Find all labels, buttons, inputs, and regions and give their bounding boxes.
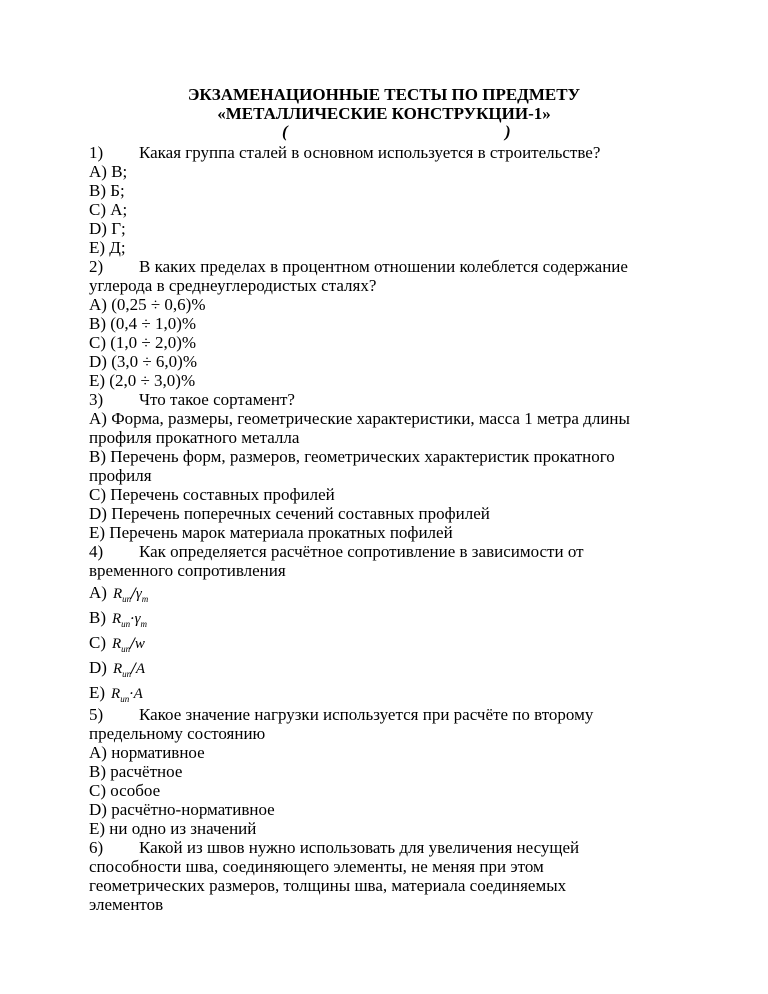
answer-option: B) (0,4 ÷ 1,0)% (89, 314, 197, 333)
answer-option: C) (1,0 ÷ 2,0)% (89, 333, 197, 352)
answer-option: E) ни одно из значений (89, 819, 257, 838)
question-4 (89, 542, 679, 561)
formula (113, 661, 145, 677)
answer-option: C) А; (89, 200, 128, 219)
formula-symbol: R (112, 636, 122, 652)
question-5 (89, 705, 679, 724)
formula-subscript: un (122, 594, 132, 604)
question-text: Какой из швов нужно использовать для увеличения несущей (139, 838, 580, 857)
formula-symbol: A (135, 661, 146, 677)
formula-symbol: R (112, 661, 123, 677)
questions-list (89, 143, 679, 914)
formula-symbol: γ (134, 611, 141, 627)
formula-symbol: R (111, 686, 121, 702)
question-text-continuation: элементов (89, 895, 164, 914)
answer-option: D) Г; (89, 219, 126, 238)
answer-option: A) (0,25 ÷ 0,6)% (89, 295, 206, 314)
title-paren-close: ) (505, 122, 511, 141)
answer-option: D) (3,0 ÷ 6,0)% (89, 352, 198, 371)
answer-option-formula (89, 630, 679, 655)
question-text-continuation: предельному состоянию (89, 724, 266, 743)
option-label: C) (89, 633, 106, 652)
formula-operator: / (131, 586, 136, 602)
question-text: Как определяется расчётное сопротивление в зависимости от (139, 542, 584, 561)
answer-option-formula (89, 655, 679, 680)
question-number: 2) (89, 257, 104, 276)
answer-option-continuation: профиля прокатного металла (89, 428, 300, 447)
formula (112, 611, 147, 627)
formula-operator: · (129, 686, 134, 702)
formula-subscript: un (122, 669, 132, 679)
question-text: В каких пределах в процентном отношении колеблется содержание (139, 257, 628, 276)
formula-symbol: R (112, 586, 123, 602)
question-text-continuation: геометрических размеров, толщины шва, материала соединяемых (89, 876, 567, 895)
formula-subscript: un (120, 694, 130, 704)
question-3 (89, 390, 679, 409)
question-number: 5) (89, 705, 104, 724)
question-6 (89, 838, 679, 857)
question-text: Какая группа сталей в основном используется в строительстве? (139, 143, 601, 162)
formula (113, 586, 148, 602)
question-2 (89, 257, 679, 276)
answer-option-formula (89, 680, 679, 705)
answer-option: D) Перечень поперечных сечений составных профилей (89, 504, 490, 523)
question-number: 3) (89, 390, 104, 409)
question-text: Какое значение нагрузки используется при расчёте по второму (139, 705, 594, 724)
option-label: A) (89, 583, 107, 602)
question-1 (89, 143, 679, 162)
formula-operator: / (130, 636, 135, 652)
formula-subscript: m (140, 619, 148, 629)
formula-subscript: un (121, 619, 131, 629)
formula-symbol: A (133, 686, 143, 702)
formula-operator: / (131, 661, 136, 677)
answer-option: A) нормативное (89, 743, 205, 762)
answer-option: A) В; (89, 162, 128, 181)
answer-option: E) Перечень марок материала прокатных пофилей (89, 523, 453, 542)
option-label: E) (89, 683, 106, 702)
answer-option: E) (2,0 ÷ 3,0)% (89, 371, 196, 390)
answer-option-continuation: профиля (89, 466, 152, 485)
formula-operator: · (130, 611, 135, 627)
question-text-continuation: временного сопротивления (89, 561, 286, 580)
formula (111, 686, 143, 702)
formula-symbol: γ (135, 586, 142, 602)
answer-option-formula (89, 580, 679, 605)
document-title-line-2: «МЕТАЛЛИЧЕСКИЕ КОНСТРУКЦИИ-1» (217, 104, 551, 123)
question-number: 6) (89, 838, 104, 857)
formula-symbol: w (134, 636, 145, 652)
question-text-continuation: способности шва, соединяющего элементы, не меняя при этом (89, 857, 544, 876)
formula-symbol: R (112, 611, 122, 627)
formula-subscript: un (121, 644, 131, 654)
answer-option: A) Форма, размеры, геометрические характеристики, масса 1 метра длины (89, 409, 630, 428)
question-number: 4) (89, 542, 104, 561)
option-label: B) (89, 608, 106, 627)
answer-option: C) Перечень составных профилей (89, 485, 335, 504)
answer-option: B) расчётное (89, 762, 183, 781)
answer-option: C) особое (89, 781, 161, 800)
answer-option: D) расчётно-нормативное (89, 800, 275, 819)
document-title-line-1: ЭКЗАМЕНАЦИОННЫЕ ТЕСТЫ ПО ПРЕДМЕТУ (187, 85, 581, 104)
question-text-continuation: углерода в среднеуглеродистых сталях? (89, 276, 377, 295)
formula-subscript: m (141, 594, 149, 604)
answer-option: B) Б; (89, 181, 125, 200)
answer-option: E) Д; (89, 238, 126, 257)
question-number: 1) (89, 143, 104, 162)
option-label: D) (89, 658, 107, 677)
title-paren-open: ( (282, 122, 288, 141)
answer-option: B) Перечень форм, размеров, геометрических характеристик прокатного (89, 447, 615, 466)
answer-option-formula (89, 605, 679, 630)
formula (112, 636, 145, 652)
question-text: Что такое сортамент? (139, 390, 295, 409)
